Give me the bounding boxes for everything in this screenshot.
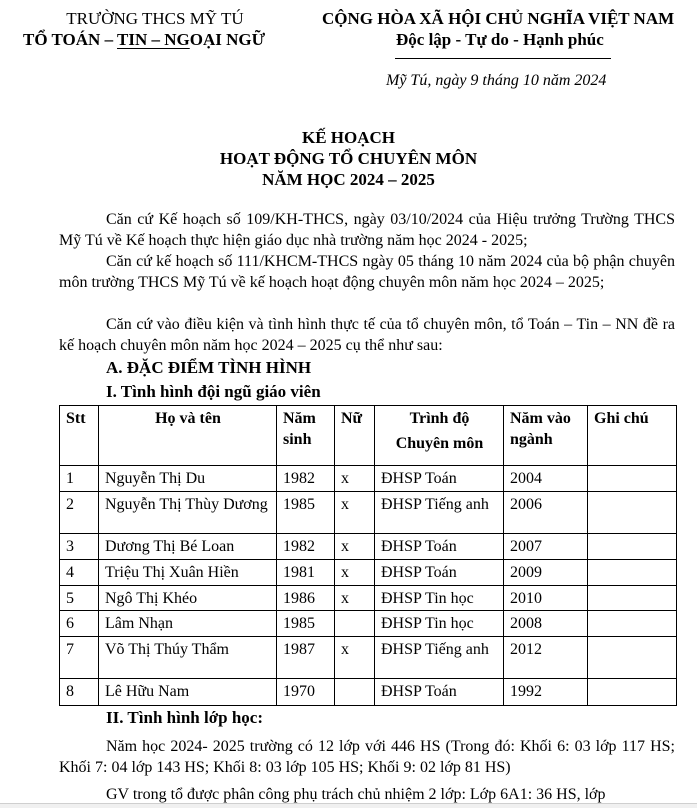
section-a-heading: A. ĐẶC ĐIỂM TÌNH HÌNH: [106, 358, 312, 377]
cell-birth: 1986: [277, 586, 335, 611]
table-row: [60, 466, 677, 492]
cell-female: x: [335, 492, 375, 534]
paragraph-basis-1-text: Căn cứ Kế hoạch số 109/KH-THCS, ngày 03/10/2024 của Hiệu trưởng Trường THCS Mỹ Tú về Kế hoạch thực hiện giáo dục nhà trường năm học 2024 - 2025;: [59, 211, 675, 249]
cell-female: x: [335, 560, 375, 586]
section-2-heading: II. Tình hình lớp học:: [106, 708, 263, 727]
cell-note: [588, 679, 677, 706]
cell-note: [588, 611, 677, 637]
doc-title-line-2: HOẠT ĐỘNG TỔ CHUYÊN MÔN: [219, 149, 478, 168]
school-name: TRƯỜNG THCS MỸ TÚ: [66, 9, 244, 28]
cell-name: Nguyễn Thị Du: [99, 466, 277, 492]
table-row: [60, 534, 677, 560]
cell-name: Nguyễn Thị Thùy Dương: [99, 492, 277, 534]
cell-stt: 1: [60, 466, 99, 492]
cell-start: 2009: [504, 560, 588, 586]
cell-degree: ĐHSP Toán: [375, 466, 504, 492]
cell-name: Triệu Thị Xuân Hiền: [99, 560, 277, 586]
country-name: CỘNG HÒA XÃ HỘI CHỦ NGHĨA VIỆT NAM: [322, 9, 675, 28]
paragraph-homeroom: [59, 784, 675, 805]
paragraph-basis-2: [59, 251, 675, 293]
cell-birth: 1982: [277, 534, 335, 560]
table-header-row: [60, 406, 677, 466]
cell-stt: 3: [60, 534, 99, 560]
paragraph-basis-3-text: Căn cứ vào điều kiện và tình hình thực tế của tổ chuyên môn, tổ Toán – Tin – NN đề ra kế hoạch chuyên môn năm học 2024 – 2025 cụ thể như sau:: [59, 316, 675, 354]
department-prefix: TỔ TOÁN –: [23, 30, 118, 49]
paragraph-classes: [59, 736, 675, 778]
header-degree-line2: Chuyên môn: [395, 435, 484, 452]
cell-stt: 2: [60, 492, 99, 534]
cell-note: [588, 534, 677, 560]
section-1-heading: I. Tình hình đội ngũ giáo viên: [106, 382, 321, 401]
doc-title-line-3: NĂM HỌC 2024 – 2025: [262, 170, 435, 189]
header-start-year: [504, 406, 588, 466]
paragraph-homeroom-text: GV trong tổ được phân công phụ trách chủ nhiệm 2 lớp: Lớp 6A1: 36 HS, lớp: [106, 786, 606, 803]
cell-start: 2007: [504, 534, 588, 560]
cell-stt: 7: [60, 637, 99, 679]
cell-birth: 1985: [277, 611, 335, 637]
paragraph-basis-1: [59, 209, 675, 251]
cell-name: Dương Thị Bé Loan: [99, 534, 277, 560]
header-degree-line1: Trình độ: [409, 410, 470, 427]
cell-female: [335, 611, 375, 637]
cell-degree: ĐHSP Toán: [375, 679, 504, 706]
cell-start: 2004: [504, 466, 588, 492]
cell-start: 2010: [504, 586, 588, 611]
department-suffix: OẠI NGỮ: [189, 30, 266, 49]
window-bottom-bar: [0, 803, 697, 808]
paragraph-basis-2-text: Căn cứ kế hoạch số 111/KHCM-THCS ngày 05 tháng 10 năm 2024 của bộ phận chuyên môn trường THCS Mỹ Tú về kế hoạch hoạt động chuyên môn năm học 2024 – 2025;: [59, 253, 675, 291]
document-date: Mỹ Tú, ngày 9 tháng 10 năm 2024: [386, 72, 607, 89]
table-row: [60, 611, 677, 637]
paragraph-basis-3: [59, 314, 675, 356]
doc-title-line-1: KẾ HOẠCH: [301, 128, 396, 147]
cell-birth: 1985: [277, 492, 335, 534]
table-row: [60, 586, 677, 611]
cell-note: [588, 586, 677, 611]
cell-note: [588, 466, 677, 492]
header-start-year-line2: ngành: [510, 431, 553, 448]
cell-birth: 1970: [277, 679, 335, 706]
cell-note: [588, 560, 677, 586]
table-row: [60, 492, 677, 534]
cell-name: Võ Thị Thúy Thẩm: [99, 637, 277, 679]
cell-degree: ĐHSP Tin học: [375, 611, 504, 637]
header-note: Ghi chú: [588, 406, 677, 466]
cell-degree: ĐHSP Toán: [375, 560, 504, 586]
cell-degree: ĐHSP Tin học: [375, 586, 504, 611]
header-stt: Stt: [60, 406, 99, 466]
table-row: [60, 560, 677, 586]
cell-birth: 1982: [277, 466, 335, 492]
header-name: Họ và tên: [99, 406, 277, 466]
cell-degree: ĐHSP Toán: [375, 534, 504, 560]
cell-name: Lâm Nhạn: [99, 611, 277, 637]
motto-underline: [395, 58, 611, 59]
cell-name: Lê Hữu Nam: [99, 679, 277, 706]
cell-name: Ngô Thị Khéo: [99, 586, 277, 611]
header-birth-year: [277, 406, 335, 466]
cell-stt: 5: [60, 586, 99, 611]
header-female: Nữ: [335, 406, 375, 466]
cell-start: 2012: [504, 637, 588, 679]
cell-female: x: [335, 586, 375, 611]
table-row: [60, 637, 677, 679]
cell-female: [335, 679, 375, 706]
cell-stt: 4: [60, 560, 99, 586]
cell-stt: 6: [60, 611, 99, 637]
cell-degree: ĐHSP Tiếng anh: [375, 637, 504, 679]
paragraph-classes-text: Năm học 2024- 2025 trường có 12 lớp với 446 HS (Trong đó: Khối 6: 03 lớp 117 HS; Khối 7: 04 lớp 143 HS; Khối 8: 03 lớp 105 HS; Khối 9: 02 lớp 81 HS): [59, 738, 675, 776]
cell-female: x: [335, 637, 375, 679]
cell-start: 2008: [504, 611, 588, 637]
cell-female: x: [335, 534, 375, 560]
department-name: [23, 30, 265, 50]
header-birth-year-line1: Năm: [283, 410, 316, 427]
teacher-table: [59, 405, 677, 706]
cell-birth: 1987: [277, 637, 335, 679]
national-motto: Độc lập - Tự do - Hạnh phúc: [396, 30, 604, 49]
cell-stt: 8: [60, 679, 99, 706]
cell-note: [588, 637, 677, 679]
header-start-year-line1: Năm vào: [510, 410, 571, 427]
header-birth-year-line2: sinh: [283, 431, 312, 448]
cell-start: 1992: [504, 679, 588, 706]
table-row: [60, 679, 677, 706]
cell-degree: ĐHSP Tiếng anh: [375, 492, 504, 534]
header-degree: [375, 406, 504, 466]
department-underlined: TIN – NG: [117, 30, 190, 49]
cell-female: x: [335, 466, 375, 492]
cell-start: 2006: [504, 492, 588, 534]
cell-birth: 1981: [277, 560, 335, 586]
cell-note: [588, 492, 677, 534]
